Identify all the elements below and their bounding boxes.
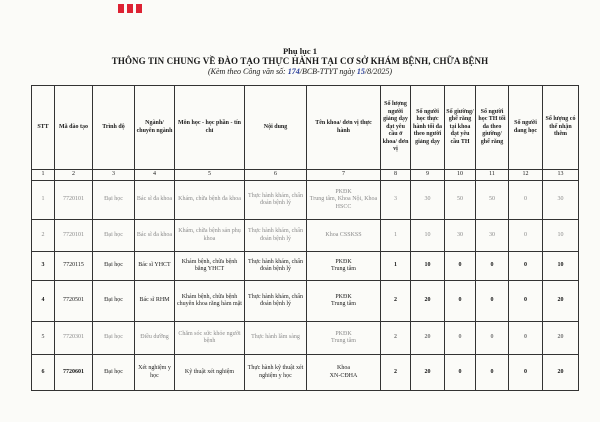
cell-subject: Chăm sóc sức khỏe người bệnh [175, 322, 245, 355]
document-title: THÔNG TIN CHUNG VỀ ĐÀO TẠO THỰC HÀNH TẠI CƠ SỞ KHÁM BỆNH, CHỮA BỆNH [111, 56, 489, 66]
column-number: 13 [543, 170, 579, 181]
column-number: 11 [476, 170, 509, 181]
column-number: 4 [135, 170, 175, 181]
cell-max-by-beds: 0 [476, 355, 509, 391]
cell-teachers: 2 [381, 322, 411, 355]
cell-unit: PKĐK Trung tâm [307, 252, 381, 281]
column-number: 9 [411, 170, 445, 181]
cell-beds: 0 [445, 355, 476, 391]
document-header [0, 46, 600, 77]
col-header: Trình độ [93, 86, 135, 170]
col-header: Số người đang học [509, 86, 543, 170]
cell-beds: 50 [445, 181, 476, 220]
col-header: Số người học TH tối đa theo giường/ ghế răng [476, 86, 509, 170]
col-header: Mã đào tạo [55, 86, 93, 170]
cell-major: Xét nghiệm y học [135, 355, 175, 391]
cell-beds: 30 [445, 220, 476, 252]
table-row [32, 181, 579, 220]
handwritten-day: 15 [356, 67, 365, 76]
cell-major: Điều dưỡng [135, 322, 175, 355]
column-number: 7 [307, 170, 381, 181]
cell-unit: PKĐK Trung tâm [307, 281, 381, 322]
cell-max-by-beds: 50 [476, 181, 509, 220]
cell-code: 7720301 [55, 322, 93, 355]
cell-subject: Khám bệnh, chữa bệnh bằng YHCT [175, 252, 245, 281]
col-header: Số người học thực hành tối đa theo người giảng dạy [411, 86, 445, 170]
cell-max-by-teachers: 10 [411, 220, 445, 252]
col-header: Tên khoa/ đơn vị thực hành [307, 86, 381, 170]
table-row [32, 355, 579, 391]
subtitle-suffix: /8/2025) [364, 67, 393, 76]
column-number: 6 [245, 170, 307, 181]
cell-current-learners: 0 [509, 355, 543, 391]
col-header: Nội dung [245, 86, 307, 170]
table-row [32, 281, 579, 322]
cell-content: Thực hành khám, chẩn đoán bệnh lý [245, 252, 307, 281]
cell-code: 7720501 [55, 281, 93, 322]
cell-content: Thực hành khám, chẩn đoán bệnh lý [245, 220, 307, 252]
cell-code: 7720115 [55, 252, 93, 281]
cell-level: Đại học [93, 220, 135, 252]
cell-teachers: 1 [381, 220, 411, 252]
cell-max-by-beds: 0 [476, 252, 509, 281]
table-row [32, 322, 579, 355]
cell-teachers: 2 [381, 281, 411, 322]
cell-capacity: 10 [543, 220, 579, 252]
cell-content: Thực hành khám, chẩn đoán bệnh lý [245, 181, 307, 220]
cell-stt: 6 [32, 355, 55, 391]
column-number: 1 [32, 170, 55, 181]
column-number-row [32, 170, 579, 181]
cell-content: Thực hành kỹ thuật xét nghiệm y học [245, 355, 307, 391]
reference-number: 174 [287, 67, 300, 76]
cell-stt: 4 [32, 281, 55, 322]
col-header: Ngành/ chuyên ngành [135, 86, 175, 170]
cell-content: Thực hành lâm sàng [245, 322, 307, 355]
cell-major: Bác sĩ đa khoa [135, 220, 175, 252]
cell-current-learners: 0 [509, 281, 543, 322]
cell-stt: 2 [32, 220, 55, 252]
col-header: Số lượng người giảng dạy đạt yêu cầu ở khoa/ đơn vị [381, 86, 411, 170]
cell-unit: Khoa XN-CĐHA [307, 355, 381, 391]
cell-unit: PKĐK Trung tâm [307, 322, 381, 355]
training-info-table [31, 85, 579, 391]
cell-beds: 0 [445, 252, 476, 281]
cell-max-by-beds: 30 [476, 220, 509, 252]
cell-current-learners: 0 [509, 181, 543, 220]
column-number: 3 [93, 170, 135, 181]
cell-unit: Khoa CSSKSS [307, 220, 381, 252]
cell-unit: PKĐK Trung tâm, Khoa Nội, Khoa HSCC [307, 181, 381, 220]
cell-content: Thực hành khám, chẩn đoán bệnh lý [245, 281, 307, 322]
cell-major: Bác sĩ RHM [135, 281, 175, 322]
cell-max-by-beds: 0 [476, 322, 509, 355]
cell-beds: 0 [445, 322, 476, 355]
column-number: 12 [509, 170, 543, 181]
cell-beds: 0 [445, 281, 476, 322]
col-header: Số giường/ ghế răng tại khoa đạt yêu cầu TH [445, 86, 476, 170]
column-number: 8 [381, 170, 411, 181]
appendix-label: Phụ lục 1 [282, 46, 317, 56]
cell-max-by-teachers: 20 [411, 322, 445, 355]
cell-level: Đại học [93, 355, 135, 391]
col-header: STT [32, 86, 55, 170]
cell-subject: Khám, chữa bệnh sản phụ khoa [175, 220, 245, 252]
cell-subject: Khám bệnh, chữa bệnh chuyên khoa răng hàm mặt [175, 281, 245, 322]
cell-major: Bác sĩ đa khoa [135, 181, 175, 220]
table-header-row [32, 86, 579, 170]
cell-code: 7720101 [55, 220, 93, 252]
cell-capacity: 10 [543, 252, 579, 281]
cell-stt: 1 [32, 181, 55, 220]
cell-capacity: 20 [543, 281, 579, 322]
cell-level: Đại học [93, 252, 135, 281]
col-header: Môn học - học phần - tín chỉ [175, 86, 245, 170]
table-row [32, 220, 579, 252]
cell-level: Đại học [93, 322, 135, 355]
column-number: 5 [175, 170, 245, 181]
cell-teachers: 3 [381, 181, 411, 220]
cell-level: Đại học [93, 181, 135, 220]
subtitle-prefix: (Kèm theo Công văn số: [207, 67, 286, 76]
cell-max-by-teachers: 20 [411, 355, 445, 391]
cell-teachers: 2 [381, 355, 411, 391]
cell-subject: Khám, chữa bệnh đa khoa [175, 181, 245, 220]
cell-current-learners: 0 [509, 252, 543, 281]
cell-capacity: 20 [543, 355, 579, 391]
cell-max-by-teachers: 20 [411, 281, 445, 322]
cell-major: Bác sĩ YHCT [135, 252, 175, 281]
cell-teachers: 1 [381, 252, 411, 281]
cell-current-learners: 0 [509, 220, 543, 252]
cell-capacity: 20 [543, 322, 579, 355]
table-row [32, 252, 579, 281]
cell-max-by-teachers: 30 [411, 181, 445, 220]
subtitle-mid: /BCB-TTYT ngày [299, 67, 355, 76]
cell-max-by-teachers: 10 [411, 252, 445, 281]
cell-code: 7720601 [55, 355, 93, 391]
column-number: 10 [445, 170, 476, 181]
col-header: Số lượng có thể nhận thêm [543, 86, 579, 170]
document-subtitle [0, 67, 600, 77]
cell-max-by-beds: 0 [476, 281, 509, 322]
cell-code: 7720101 [55, 181, 93, 220]
cell-level: Đại học [93, 281, 135, 322]
cell-capacity: 30 [543, 181, 579, 220]
cell-stt: 3 [32, 252, 55, 281]
cell-subject: Kỹ thuật xét nghiệm [175, 355, 245, 391]
cell-stt: 5 [32, 322, 55, 355]
column-number: 2 [55, 170, 93, 181]
red-stamp-mark [118, 0, 158, 10]
cell-current-learners: 0 [509, 322, 543, 355]
